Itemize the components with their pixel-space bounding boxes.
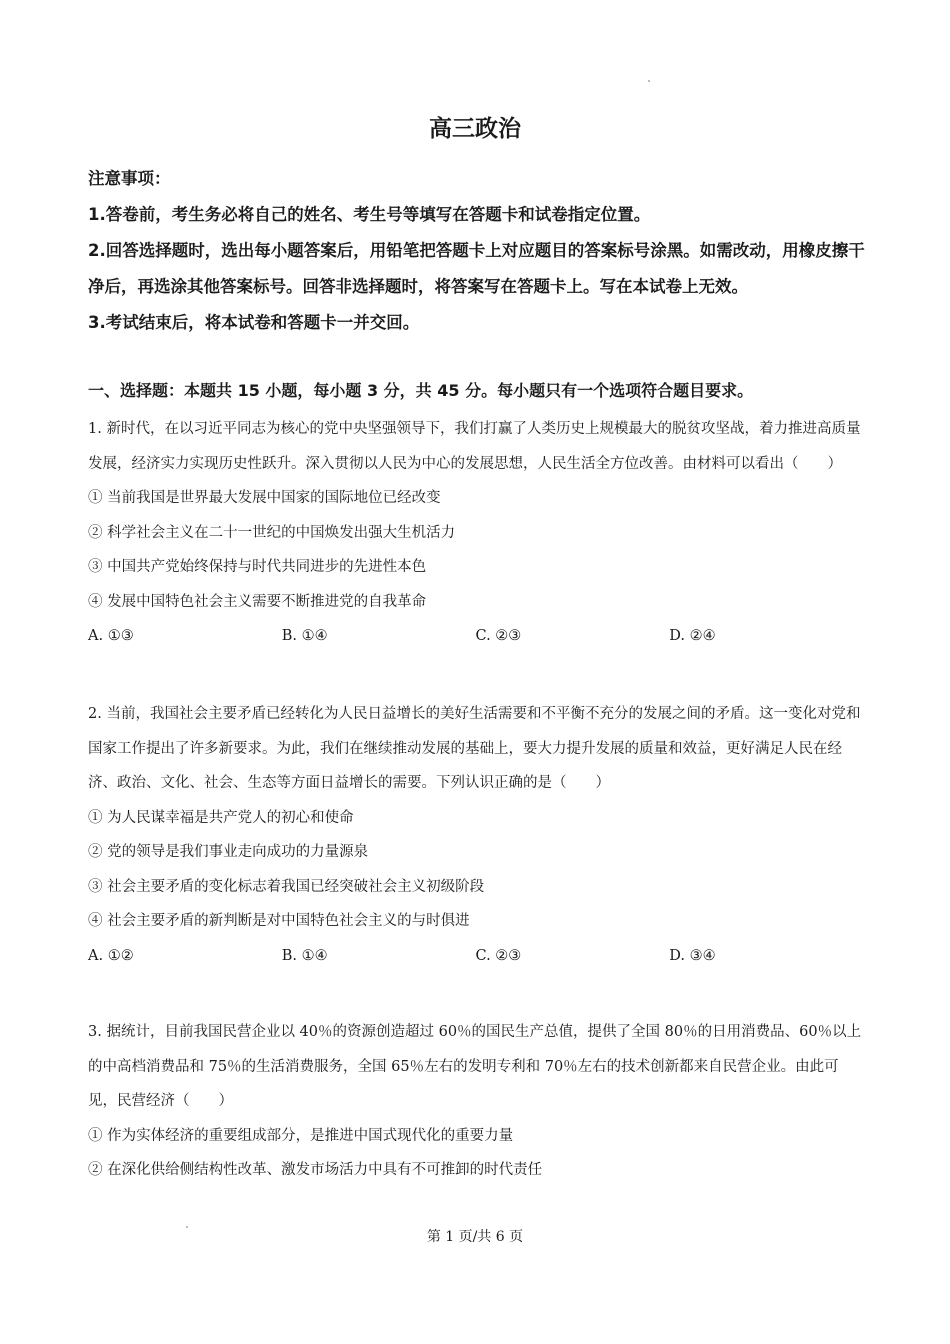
notice-item-1: 1.答卷前，考生务必将自己的姓名、考生号等填写在答题卡和试卷指定位置。: [88, 205, 651, 224]
exam-title: 高三政治: [429, 116, 521, 142]
statement-2: ② 在深化供给侧结构性改革、激发市场活力中具有不可推卸的时代责任: [88, 1162, 543, 1178]
statement-3: ③ 中国共产党始终保持与时代共同进步的先进性本色: [88, 559, 427, 575]
option-c: C. ②③: [475, 947, 522, 964]
notice-block: [88, 161, 868, 341]
option-d: D. ②④: [669, 628, 716, 644]
option-c: C. ②③: [475, 628, 522, 644]
option-a: A. ①②: [88, 947, 134, 964]
section-heading: 一、选择题：本题共 15 小题，每小题 3 分，共 45 分。每小题只有一个选项符合题目要求。: [88, 381, 754, 400]
statement-4: ④ 社会主要矛盾的新判断是对中国特色社会主义的与时俱进: [88, 913, 470, 929]
notice-item-2: 2.回答选择题时，选出每小题答案后，用铅笔把答题卡上对应题目的答案标号涂黑。如需改动，用橡皮擦干净后，再选涂其他答案标号。回答非选择题时，将答案写在答题卡上。写在本试卷上无效。: [88, 241, 865, 296]
statement-1: ① 当前我国是世界最大发展中国家的国际地位已经改变: [88, 490, 441, 506]
option-a: A. ①③: [88, 628, 134, 644]
option-d: D. ③④: [669, 947, 716, 964]
scan-dot: [648, 80, 650, 82]
statement-1: ① 为人民谋幸福是共产党人的初心和使命: [88, 809, 354, 826]
question-stem: 1. 新时代，在以习近平同志为核心的党中央坚强领导下，我们打赢了人类历史上规模最大的脱贫攻坚战，着力推进高质量发展，经济实力实现历史性跃升。深入贯彻以人民为中心的发展思想，人民生活全方位改善。由材料可以看出（ ）: [88, 421, 861, 472]
notice-heading: 注意事项：: [88, 169, 171, 188]
question-stem: 3. 据统计，目前我国民营企业以 40％的资源创造超过 60％的国民生产总值，提供了全国 80％的日用消费品、60％以上的中高档消费品和 75％的生活消费服务，全国 65％左右的发明专利和 70％左右的技术创新都来自民营企业。由此可见，民营经济（ ）: [88, 1024, 862, 1109]
statement-4: ④ 发展中国特色社会主义需要不断推进党的自我革命: [88, 593, 427, 610]
question-1: [88, 412, 863, 654]
question-stem: 2. 当前，我国社会主要矛盾已经转化为人民日益增长的美好生活需要和不平衡不充分的发展之间的矛盾。这一变化对党和国家工作提出了许多新要求。为此，我们在继续推动发展的基础上，要大力提升发展的质量和效益，更好满足人民在经济、政治、文化、社会、生态等方面日益增长的需要。下列认识正确的是（ ）: [88, 706, 861, 791]
page-number: 第 1 页/共 6 页: [426, 1229, 524, 1245]
answer-options: [88, 939, 863, 974]
notice-item-3: 3.考试结束后，将本试卷和答题卡一并交回。: [88, 313, 420, 332]
option-b: B. ①④: [281, 947, 328, 964]
statement-2: ② 科学社会主义在二十一世纪的中国焕发出强大生机活力: [88, 524, 456, 541]
question-2: [88, 697, 863, 973]
answer-options: [88, 619, 863, 654]
statement-1: ① 作为实体经济的重要组成部分，是推进中国式现代化的重要力量: [88, 1127, 514, 1144]
option-b: B. ①④: [281, 628, 328, 644]
statement-2: ② 党的领导是我们事业走向成功的力量源泉: [88, 844, 369, 860]
statement-3: ③ 社会主要矛盾的变化标志着我国已经突破社会主义初级阶段: [88, 878, 485, 895]
question-3: [88, 1015, 863, 1188]
